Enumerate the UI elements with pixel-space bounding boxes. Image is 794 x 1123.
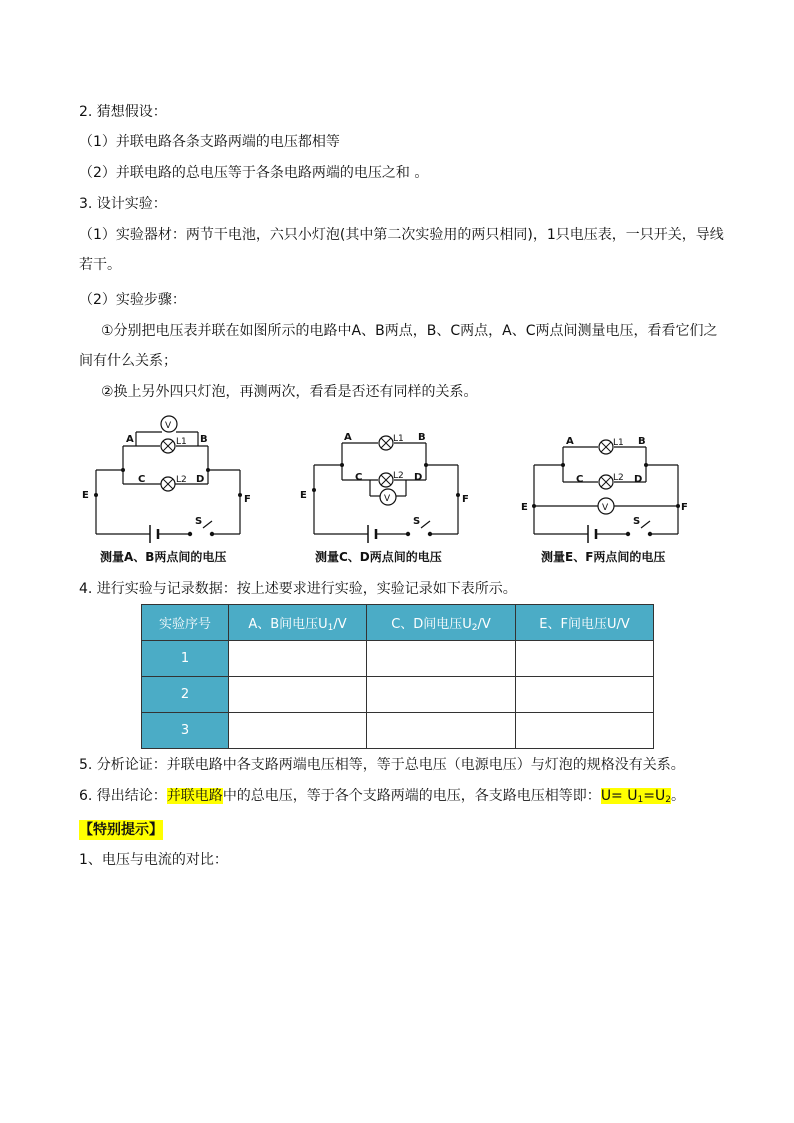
label-e: E: [82, 490, 89, 501]
voltmeter-label: V: [165, 421, 172, 431]
label-b: B: [418, 432, 426, 443]
label-e: E: [521, 502, 528, 513]
voltmeter-label: V: [602, 503, 609, 513]
label-d: D: [634, 474, 643, 485]
circuit-ab-diagram: [78, 410, 250, 546]
step-1: ①分别把电压表并联在如图所示的电路中A、B两点，B、C两点，A、C两点间测量电压，看看它们之间有什么关系；: [79, 323, 718, 369]
label-b: B: [200, 434, 208, 445]
label-s: S: [195, 516, 203, 527]
record-text: 4. 进行实验与记录数据：按上述要求进行实验，实验记录如下表所示。: [79, 581, 517, 597]
header-voltage-ab: A、B间电压$U_1/V$: [229, 605, 367, 641]
label-c: C: [355, 472, 363, 483]
step-2: ②换上另外四只灯泡，再测两次，看看是否还有同样的关系。: [101, 384, 478, 400]
heading-hypothesis: 2. 猜想假设：: [79, 104, 167, 120]
label-d: D: [414, 472, 423, 483]
label-d: D: [196, 474, 205, 485]
steps-heading: （2）实验步骤：: [79, 292, 186, 308]
label-f: F: [681, 502, 688, 513]
table-cell: [367, 677, 516, 713]
table-cell: [367, 713, 516, 749]
data-table: [141, 604, 654, 749]
label-a: A: [566, 436, 574, 447]
highlight-parallel-circuit: 并联电路: [166, 788, 223, 804]
header-voltage-cd: C、D间电压$U_2/V$: [367, 605, 516, 641]
table-row: [142, 713, 654, 749]
label-l2: L2: [613, 473, 624, 483]
table-header-row: [142, 605, 654, 641]
row-number: 2: [142, 677, 229, 713]
label-c: C: [576, 474, 584, 485]
caption-ef: 测量E、F两点间的电压: [541, 550, 666, 564]
row-number: 1: [142, 641, 229, 677]
voltmeter-label: V: [384, 494, 391, 504]
highlight-formula: $U= U_1=U_2$: [600, 788, 671, 805]
analysis-text: 5. 分析论证：并联电路中各支路两端电压相等，等于总电压（电源电压）与灯泡的规格没有关系。: [79, 757, 685, 773]
label-b: B: [638, 436, 646, 447]
label-f: F: [244, 494, 251, 505]
label-l1: L1: [613, 438, 624, 448]
header-voltage-ef: E、F间电压U/V: [516, 605, 654, 641]
label-l1: L1: [393, 434, 404, 444]
label-s: S: [633, 516, 641, 527]
table-cell: [229, 677, 367, 713]
conclusion-text: 6. 得出结论：并联电路中的总电压，等于各个支路两端的电压，各支路电压相等即：$U= U_1=U_2$。: [79, 788, 685, 805]
caption-cd: 测量C、D两点间的电压: [315, 550, 442, 564]
hypothesis-1: （1）并联电路各条支路两端的电压都相等: [79, 134, 340, 150]
comparison-heading: 1、电压与电流的对比：: [79, 852, 228, 868]
row-number: 3: [142, 713, 229, 749]
circuit-ef-diagram: [516, 410, 688, 546]
table-row: [142, 641, 654, 677]
table-cell: [229, 713, 367, 749]
label-l1: L1: [176, 437, 187, 447]
label-c: C: [138, 474, 146, 485]
table-cell: [229, 641, 367, 677]
label-a: A: [344, 432, 352, 443]
table-cell: [367, 641, 516, 677]
label-a: A: [126, 434, 134, 445]
heading-design: 3. 设计实验：: [79, 196, 167, 212]
equipment-text: （1）实验器材：两节干电池，六只小灯泡(其中第二次实验用的两只相同)，1只电压表，一只开关，导线若干。: [79, 227, 724, 273]
special-tip-label: 【特别提示】: [79, 822, 163, 838]
circuit-cd-diagram: [296, 410, 468, 546]
label-l2: L2: [176, 475, 187, 485]
label-f: F: [462, 494, 469, 505]
label-e: E: [300, 490, 307, 501]
hypothesis-2: （2）并联电路的总电压等于各条电路两端的电压之和 。: [79, 165, 429, 181]
table-cell: [516, 713, 654, 749]
table-cell: [516, 641, 654, 677]
label-s: S: [413, 516, 421, 527]
table-cell: [516, 677, 654, 713]
label-l2: L2: [393, 471, 404, 481]
header-trial-number: 实验序号: [142, 605, 229, 641]
caption-ab: 测量A、B两点间的电压: [100, 550, 227, 564]
table-row: [142, 677, 654, 713]
